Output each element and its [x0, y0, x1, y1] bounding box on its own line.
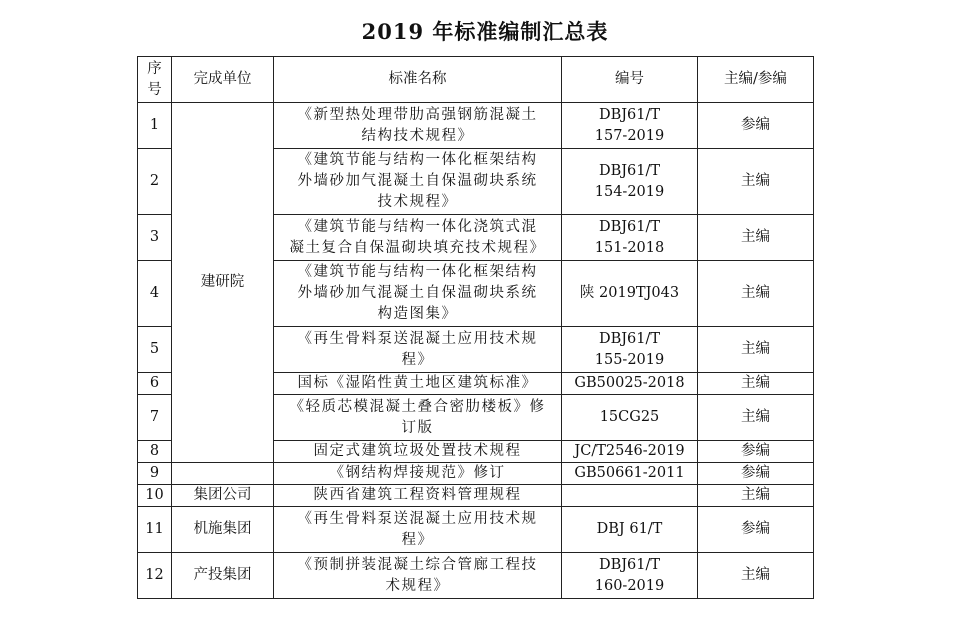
row-number: 2	[138, 149, 172, 215]
standard-name: 固定式建筑垃圾处置技术规程	[274, 441, 562, 463]
standards-table	[137, 56, 814, 599]
row-number: 1	[138, 103, 172, 149]
standard-name: 《预制拼装混凝土综合管廊工程技 术规程》	[274, 553, 562, 599]
standard-code: DBJ61/T 155-2019	[562, 327, 698, 373]
header-role: 主编/参编	[698, 57, 814, 103]
standard-name: 《再生骨料泵送混凝土应用技术规 程》	[274, 507, 562, 553]
role-cell: 主编	[698, 261, 814, 327]
role-cell: 主编	[698, 553, 814, 599]
role-cell: 主编	[698, 149, 814, 215]
standard-code: 陕 2019TJ043	[562, 261, 698, 327]
header-code: 编号	[562, 57, 698, 103]
standard-name: 《新型热处理带肋高强钢筋混凝土 结构技术规程》	[274, 103, 562, 149]
role-cell: 主编	[698, 327, 814, 373]
role-cell: 主编	[698, 485, 814, 507]
role-cell: 参编	[698, 441, 814, 463]
unit-cell: 建研院	[172, 103, 274, 463]
row-number: 9	[138, 463, 172, 485]
standard-code: 15CG25	[562, 395, 698, 441]
row-number: 5	[138, 327, 172, 373]
row-number: 10	[138, 485, 172, 507]
row-number: 7	[138, 395, 172, 441]
header-name: 标准名称	[274, 57, 562, 103]
standard-code: DBJ61/T 157-2019	[562, 103, 698, 149]
role-cell: 主编	[698, 373, 814, 395]
row-number: 12	[138, 553, 172, 599]
unit-cell: 集团公司	[172, 485, 274, 507]
standard-name: 国标《湿陷性黄土地区建筑标准》	[274, 373, 562, 395]
row-number: 11	[138, 507, 172, 553]
role-cell: 参编	[698, 103, 814, 149]
standard-name: 《轻质芯模混凝土叠合密肋楼板》修 订版	[274, 395, 562, 441]
table-row	[138, 553, 814, 599]
standard-code	[562, 485, 698, 507]
standard-name: 《建筑节能与结构一体化框架结构 外墙砂加气混凝土自保温砌块系统 技术规程》	[274, 149, 562, 215]
standard-code: GB50661-2011	[562, 463, 698, 485]
standard-code: JC/T2546-2019	[562, 441, 698, 463]
table-row	[138, 507, 814, 553]
standard-code: DBJ61/T 154-2019	[562, 149, 698, 215]
unit-cell	[172, 463, 274, 485]
standard-code: DBJ61/T 151-2018	[562, 215, 698, 261]
role-cell: 参编	[698, 463, 814, 485]
standard-code: GB50025-2018	[562, 373, 698, 395]
standard-name: 《建筑节能与结构一体化浇筑式混 凝土复合自保温砌块填充技术规程》	[274, 215, 562, 261]
standard-name: 《钢结构焊接规范》修订	[274, 463, 562, 485]
unit-cell: 机施集团	[172, 507, 274, 553]
role-cell: 主编	[698, 215, 814, 261]
table-row	[138, 463, 814, 485]
page-title: 2019 年标准编制汇总表	[361, 19, 609, 44]
role-cell: 参编	[698, 507, 814, 553]
role-cell: 主编	[698, 395, 814, 441]
table-row	[138, 485, 814, 507]
header-no: 序 号	[138, 57, 172, 103]
standard-code: DBJ61/T 160-2019	[562, 553, 698, 599]
row-number: 6	[138, 373, 172, 395]
table-header-row	[138, 57, 814, 103]
standard-name: 陕西省建筑工程资料管理规程	[274, 485, 562, 507]
standard-name: 《再生骨料泵送混凝土应用技术规 程》	[274, 327, 562, 373]
row-number: 4	[138, 261, 172, 327]
unit-cell: 产投集团	[172, 553, 274, 599]
row-number: 8	[138, 441, 172, 463]
header-unit: 完成单位	[172, 57, 274, 103]
standard-name: 《建筑节能与结构一体化框架结构 外墙砂加气混凝土自保温砌块系统 构造图集》	[274, 261, 562, 327]
row-number: 3	[138, 215, 172, 261]
standard-code: DBJ 61/T	[562, 507, 698, 553]
table-row	[138, 103, 814, 149]
